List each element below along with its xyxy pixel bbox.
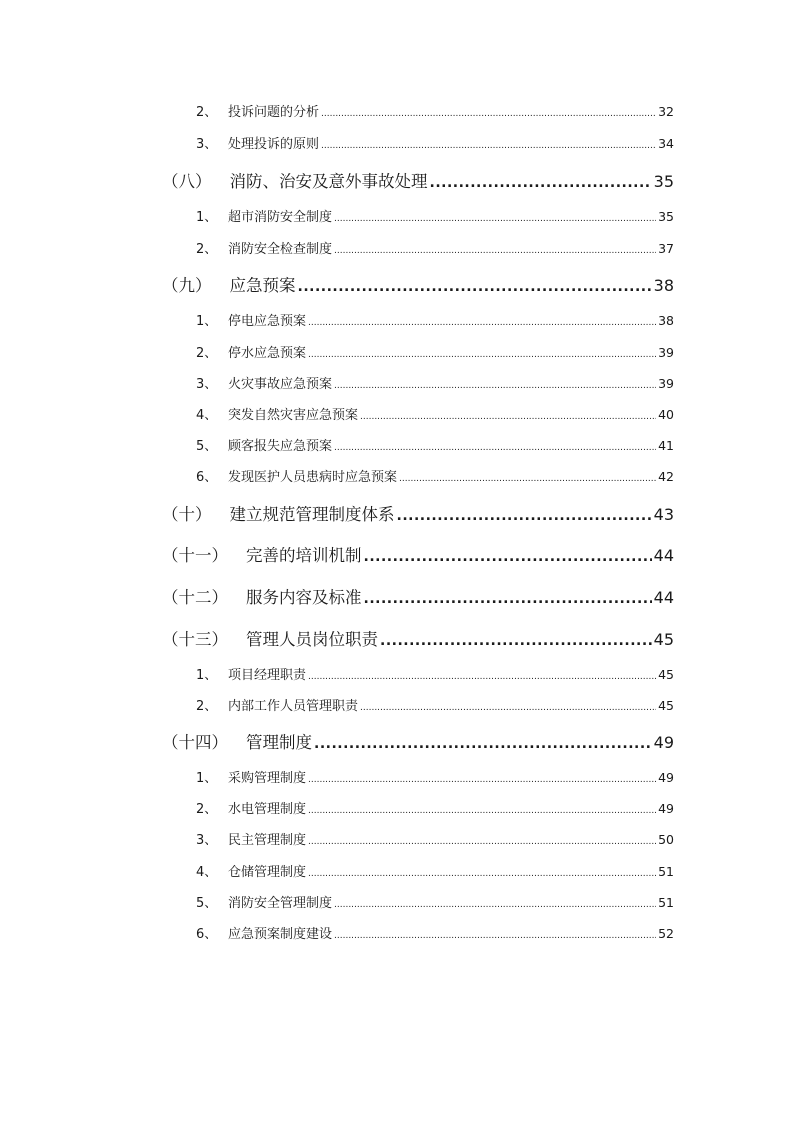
toc-entry-page: 38 <box>653 276 674 295</box>
toc-entry-title: 消防、治安及意外事故处理 <box>229 172 428 191</box>
toc-dot-leader <box>399 474 656 484</box>
toc-entry-number: 3、 <box>196 377 218 392</box>
toc-entry-title: 项目经理职责 <box>228 668 307 683</box>
toc-entry[interactable] <box>162 272 674 296</box>
toc-entry[interactable] <box>196 133 674 153</box>
toc-entry-number: 1、 <box>196 771 218 786</box>
toc-entry-page: 32 <box>658 104 674 119</box>
toc-dot-leader <box>321 141 656 151</box>
toc-entry-page: 49 <box>658 801 674 816</box>
toc-entry-page: 45 <box>653 630 674 649</box>
toc-entry-number: 2、 <box>196 242 218 257</box>
toc-entry[interactable] <box>196 466 674 486</box>
toc-entry-title: 民主管理制度 <box>228 833 307 848</box>
toc-entry[interactable] <box>196 404 674 424</box>
toc-entry-page: 51 <box>658 864 674 879</box>
toc-entry-number: 1、 <box>196 210 218 225</box>
toc-dot-leader <box>334 214 656 224</box>
toc-entry-title: 火灾事故应急预案 <box>228 377 333 392</box>
toc-entry[interactable] <box>196 206 674 226</box>
toc-entry-number: 4、 <box>196 408 218 423</box>
toc-entry-page: 41 <box>658 438 674 453</box>
toc-entry[interactable] <box>196 829 674 849</box>
toc-entry-number: 4、 <box>196 865 218 880</box>
toc-entry-title: 处理投诉的原则 <box>228 137 320 152</box>
toc-entry-title: 仓储管理制度 <box>228 865 307 880</box>
toc-entry-number: （十四） <box>162 733 228 752</box>
toc-entry-page: 44 <box>653 588 674 607</box>
toc-entry-page: 49 <box>658 770 674 785</box>
toc-entry[interactable] <box>162 584 674 608</box>
toc-entry[interactable] <box>196 892 674 912</box>
toc-dot-leader <box>308 350 656 360</box>
toc-entry-title: 消防安全检查制度 <box>228 242 333 257</box>
toc-entry-number: （十三） <box>162 630 228 649</box>
toc-entry-page: 37 <box>658 241 674 256</box>
toc-entry-number: 6、 <box>196 927 218 942</box>
toc-entry[interactable] <box>196 923 674 943</box>
toc-entry-title: 应急预案 <box>229 276 296 295</box>
toc-entry-number: 1、 <box>196 314 218 329</box>
toc-entry-page: 45 <box>658 667 674 682</box>
toc-entry-number: 2、 <box>196 346 218 361</box>
toc-entry-page: 35 <box>653 172 674 191</box>
toc-dot-leader <box>321 109 656 119</box>
toc-dot-leader <box>308 775 656 785</box>
toc-entry[interactable] <box>196 695 674 715</box>
toc-entry-page: 38 <box>658 313 674 328</box>
toc-entry-number: （八） <box>162 172 212 191</box>
toc-entry-page: 50 <box>658 832 674 847</box>
toc-dot-leader <box>360 703 656 713</box>
toc-entry-title: 顾客报失应急预案 <box>228 439 333 454</box>
toc-dot-leader <box>430 175 652 191</box>
toc-dot-leader <box>364 591 652 607</box>
toc-entry-page: 40 <box>658 407 674 422</box>
toc-dot-leader <box>334 381 656 391</box>
toc-entry-title: 管理人员岗位职责 <box>246 630 378 649</box>
toc-dot-leader <box>334 931 656 941</box>
toc-entry-page: 52 <box>658 926 674 941</box>
toc-entry-title: 采购管理制度 <box>228 771 307 786</box>
toc-entry-number: 2、 <box>196 105 218 120</box>
toc-entry-page: 49 <box>653 733 674 752</box>
toc-dot-leader <box>360 412 656 422</box>
toc-entry[interactable] <box>196 373 674 393</box>
toc-entry-title: 发现医护人员患病时应急预案 <box>228 470 398 485</box>
toc-entry-title: 突发自然灾害应急预案 <box>228 408 359 423</box>
toc-entry-number: 1、 <box>196 668 218 683</box>
toc-entry-title: 停水应急预案 <box>228 346 307 361</box>
toc-entry-number: （十一） <box>162 546 228 565</box>
toc-entry-title: 超市消防安全制度 <box>228 210 333 225</box>
toc-dot-leader <box>364 549 652 565</box>
toc-dot-leader <box>334 246 656 256</box>
toc-dot-leader <box>308 806 656 816</box>
toc-entry-page: 39 <box>658 376 674 391</box>
toc-entry-title: 水电管理制度 <box>228 802 307 817</box>
toc-entry-title: 停电应急预案 <box>228 314 307 329</box>
toc-entry-page: 42 <box>658 469 674 484</box>
toc-entry-page: 34 <box>658 136 674 151</box>
toc-entry-number: 2、 <box>196 802 218 817</box>
toc-entry[interactable] <box>196 664 674 684</box>
toc-entry-title: 投诉问题的分析 <box>228 105 320 120</box>
toc-entry-title: 建立规范管理制度体系 <box>229 505 395 524</box>
toc-entry-title: 完善的培训机制 <box>246 546 362 565</box>
toc-entry[interactable] <box>196 435 674 455</box>
toc-entry-number: 3、 <box>196 833 218 848</box>
toc-entry-number: （九） <box>162 276 212 295</box>
toc-entry-number: 6、 <box>196 470 218 485</box>
toc-entry[interactable] <box>162 626 674 650</box>
toc-entry[interactable] <box>162 501 674 525</box>
toc-dot-leader <box>308 672 656 682</box>
toc-entry[interactable] <box>196 342 674 362</box>
toc-entry-number: 5、 <box>196 896 218 911</box>
toc-entry-title: 管理制度 <box>246 733 312 752</box>
toc-entry-title: 内部工作人员管理职责 <box>228 699 359 714</box>
toc-dot-leader <box>334 443 656 453</box>
toc-entry[interactable] <box>196 310 674 330</box>
toc-dot-leader <box>334 900 656 910</box>
toc-entry-number: （十） <box>162 505 212 524</box>
toc-entry[interactable] <box>162 168 674 192</box>
toc-entry-number: 2、 <box>196 699 218 714</box>
toc-entry-page: 51 <box>658 895 674 910</box>
toc-dot-leader <box>308 837 656 847</box>
toc-entry-page: 35 <box>658 209 674 224</box>
toc-dot-leader <box>397 508 652 524</box>
toc-dot-leader <box>314 736 652 752</box>
toc-dot-leader <box>380 633 652 649</box>
toc-entry-page: 45 <box>658 698 674 713</box>
toc-entry-title: 服务内容及标准 <box>246 588 362 607</box>
toc-entry-page: 43 <box>653 505 674 524</box>
toc-entry[interactable] <box>162 542 674 566</box>
toc-entry-number: 5、 <box>196 439 218 454</box>
toc-entry[interactable] <box>196 798 674 818</box>
toc-entry[interactable] <box>162 729 674 753</box>
toc-entry[interactable] <box>196 238 674 258</box>
toc-entry[interactable] <box>196 101 674 121</box>
toc-entry-title: 应急预案制度建设 <box>228 927 333 942</box>
toc-dot-leader <box>308 318 656 328</box>
toc-entry[interactable] <box>196 861 674 881</box>
toc-entry-page: 44 <box>653 546 674 565</box>
toc-entry[interactable] <box>196 767 674 787</box>
toc-entry-number: 3、 <box>196 137 218 152</box>
toc-entry-number: （十二） <box>162 588 228 607</box>
toc-entry-page: 39 <box>658 345 674 360</box>
toc-dot-leader <box>298 279 652 295</box>
toc-dot-leader <box>308 869 656 879</box>
toc-entry-title: 消防安全管理制度 <box>228 896 333 911</box>
